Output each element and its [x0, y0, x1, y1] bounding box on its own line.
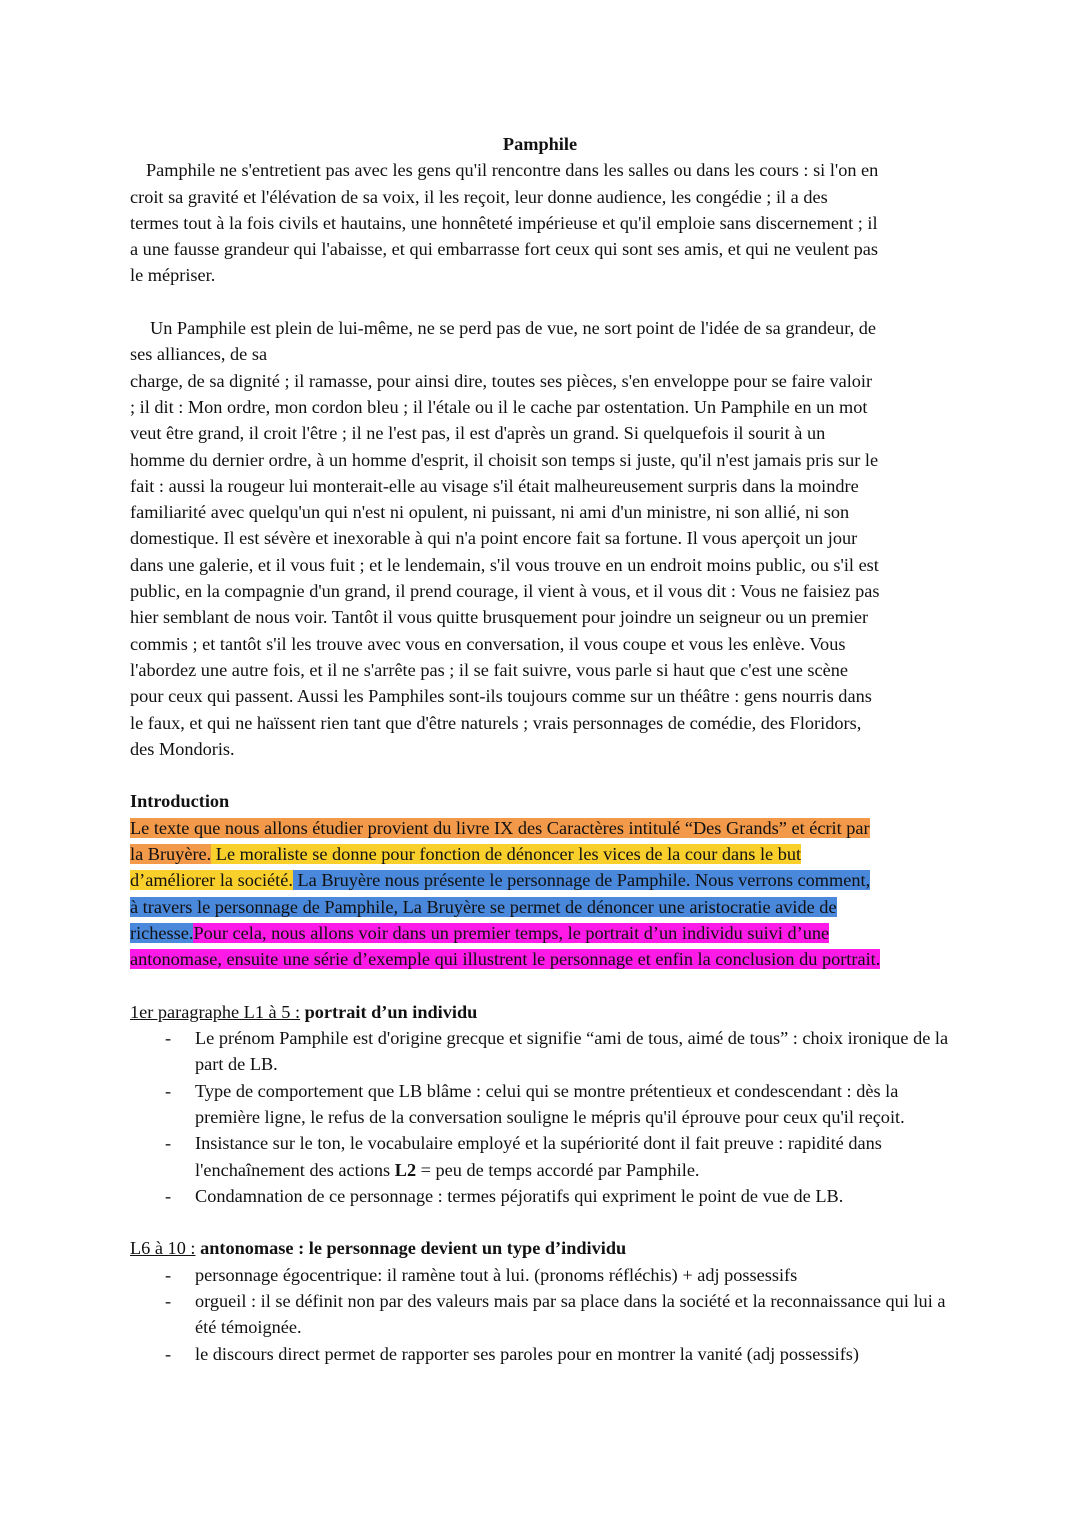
intro-line — [130, 867, 950, 893]
intro-line — [130, 946, 950, 972]
section-title: antonomase : le personnage devient un type d’individu — [195, 1238, 627, 1259]
section-title: portrait d’un individu — [300, 1001, 478, 1022]
section-heading — [130, 999, 950, 1025]
highlight-yellow: d’améliorer la société. — [130, 870, 293, 891]
highlight-orange: Le texte que nous allons étudier provient du livre IX des Caractères intitulé “Des Grands” et écrit par — [130, 817, 870, 838]
list-item-text: le discours direct permet de rapporter ses paroles pour en montrer la vanité (adj possessifs) — [195, 1343, 859, 1364]
line-reference: L2 — [394, 1159, 417, 1180]
list-item — [130, 1288, 950, 1341]
bullet-dash: - — [165, 1080, 172, 1101]
highlight-blue: à travers le personnage de Pamphile, La Bruyère se permet de dénoncer une aristocratie avide de — [130, 896, 837, 917]
bullet-list — [130, 1262, 950, 1367]
list-item-text: personnage égocentrique: il ramène tout à lui. (pronoms réfléchis) + adj possessifs — [195, 1264, 798, 1285]
text-paragraph-1 — [130, 157, 950, 288]
list-item-text: Condamnation de ce personnage : termes péjoratifs qui expriment le point de vue de LB. — [195, 1185, 844, 1206]
text-line: le mépriser. — [130, 265, 216, 286]
highlight-magenta: Pour cela, nous allons voir dans un premier temps, le portrait d’un individu suivi d’une — [193, 922, 830, 943]
list-item — [130, 1078, 950, 1131]
text-line: a une fausse grandeur qui l'abaisse, et qui embarrasse fort ceux qui sont ses amis, et qui ne veulent pas — [130, 239, 879, 260]
list-item — [130, 1183, 950, 1209]
text-line: commis ; et tantôt s'il les trouve avec vous en conversation, il vous coupe et vous les enlève. Vous — [130, 633, 846, 654]
bullet-dash: - — [165, 1133, 172, 1154]
text-line: dans une galerie, et il vous fuit ; et le lendemain, s'il vous trouve en un endroit moins public, ou s'il est — [130, 554, 879, 575]
list-item — [130, 1262, 950, 1288]
bullet-dash: - — [165, 1343, 172, 1364]
highlight-magenta: antonomase, ensuite une série d’exemple qui illustrent le personnage et enfin la conclusion du portrait. — [130, 949, 881, 970]
bullet-dash: - — [165, 1185, 172, 1206]
list-item-text: Type de comportement que LB blâme : celui qui se montre prétentieux et condescendant : dès la première ligne, le refus de la conversation souligne le mépris qu'il éprouve pour ceux qu'il reçoit. — [195, 1080, 905, 1127]
section-heading — [130, 1235, 950, 1261]
bullet-dash: - — [165, 1291, 172, 1312]
text-paragraph-2 — [130, 315, 950, 762]
section-antonomase — [130, 1235, 950, 1366]
page-title: Pamphile — [502, 134, 578, 154]
intro-line — [130, 920, 950, 946]
document-page — [130, 131, 950, 1367]
intro-line — [130, 815, 950, 841]
list-item-text: orgueil : il se définit non par des valeurs mais par sa place dans la société et la reconnaissance qui lui a été témoignée. — [195, 1291, 946, 1338]
text-line: l'abordez une autre fois, et il ne s'arrête pas ; il se fait suivre, vous parle si haut que c'est une scène — [130, 659, 849, 680]
list-item-text: = peu de temps accordé par Pamphile. — [416, 1159, 700, 1180]
text-line: hier semblant de nous voir. Tantôt il vous quitte brusquement pour joindre un seigneur ou un premier — [130, 607, 869, 628]
text-line: Un Pamphile est plein de lui-même, ne se perd pas de vue, ne sort point de l'idée de sa grandeur, de — [150, 318, 876, 339]
text-line: fait : aussi la rougeur lui monterait-elle au visage s'il était malheureusement surpris dans la moindre — [130, 475, 859, 496]
bullet-list — [130, 1025, 950, 1209]
text-line: domestique. Il est sévère et inexorable à qui n'a point encore fait sa fortune. Il vous aperçoit un jour — [130, 528, 858, 549]
highlight-blue: La Bruyère nous présente le personnage de Pamphile. Nous verrons comment, — [292, 870, 871, 891]
text-line: des Mondoris. — [130, 738, 235, 759]
highlight-orange: la Bruyère. — [130, 844, 212, 865]
list-item-text: Le prénom Pamphile est d'origine grecque et signifie “ami de tous, aimé de tous” : choix ironique de la part de LB. — [195, 1028, 949, 1075]
list-item — [130, 1130, 950, 1183]
text-line: ; il dit : Mon ordre, mon cordon bleu ; il l'étale ou il le cache par ostentation. Un Pamphile en un mot — [130, 396, 868, 417]
highlight-blue: richesse. — [130, 922, 194, 943]
bullet-dash: - — [165, 1264, 172, 1285]
introduction-heading: Introduction — [130, 791, 230, 812]
text-line: veut être grand, il croit l'être ; il ne l'est pas, il est d'après un grand. Si quelquefois il sourit à un — [130, 423, 826, 444]
intro-line — [130, 894, 950, 920]
bullet-dash: - — [165, 1028, 172, 1049]
text-line: termes tout à la fois civils et hautains, une honnêteté impérieuse et qu'il emploie sans discernement ; il — [130, 212, 878, 233]
text-line: charge, de sa dignité ; il ramasse, pour ainsi dire, toutes ses pièces, s'en enveloppe pour se faire valoir — [130, 370, 873, 391]
section-portrait — [130, 999, 950, 1209]
introduction-section — [130, 788, 950, 972]
text-line: le faux, et qui ne haïssent rien tant que d'être naturels ; vrais personnages de comédie, des Floridors, — [130, 712, 862, 733]
list-item-text: Insistance sur le ton, le vocabulaire employé et la supériorité dont il fait preuve : rapidité dans l'enchaînement des actions — [195, 1133, 882, 1180]
section-reference: 1er paragraphe L1 à 5 : — [130, 1001, 301, 1022]
list-item — [130, 1341, 950, 1367]
text-line: public, en la compagnie d'un grand, il prend courage, il vient à vous, et il vous dit : Vous ne faisiez pas — [130, 581, 880, 602]
text-line: familiarité avec quelqu'un qui n'est ni opulent, ni puissant, ni ami d'un ministre, ni son allié, ni son — [130, 502, 850, 523]
text-line: ses alliances, de sa — [130, 344, 268, 365]
text-line: Pamphile ne s'entretient pas avec les gens qu'il rencontre dans les salles ou dans les cours : si l'on en — [146, 160, 879, 181]
section-reference: L6 à 10 : — [130, 1238, 196, 1259]
list-item — [130, 1025, 950, 1078]
text-line: croit sa gravité et l'élévation de sa voix, il les reçoit, leur donne audience, les congédie ; il a des — [130, 186, 828, 207]
highlight-yellow: Le moraliste se donne pour fonction de dénoncer les vices de la cour dans le but — [211, 844, 802, 865]
text-line: homme du dernier ordre, à un homme d'esprit, il choisit son temps si juste, qu'il n'est jamais pris sur le — [130, 449, 879, 470]
text-line: pour ceux qui passent. Aussi les Pamphiles sont-ils toujours comme sur un théâtre : gens nourris dans — [130, 686, 872, 707]
intro-line — [130, 841, 950, 867]
